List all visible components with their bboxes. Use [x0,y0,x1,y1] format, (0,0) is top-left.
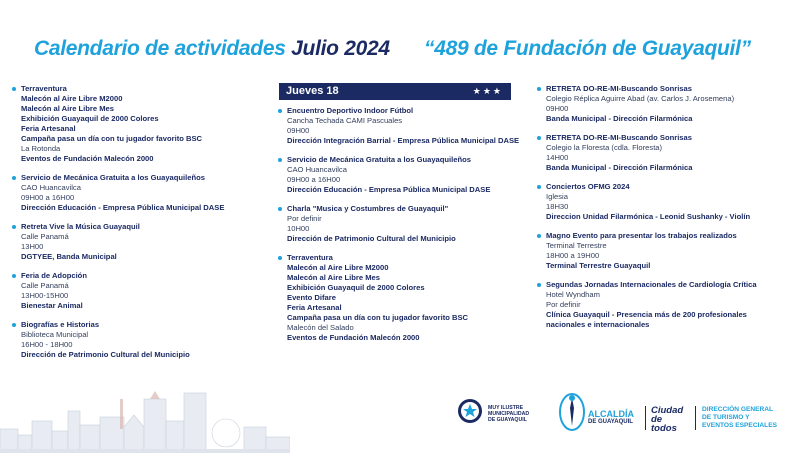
column-center [278,106,518,352]
event-title: Terraventura [278,253,518,263]
alcaldia-emblem-icon [557,390,587,434]
event-detail-bold: Feria Artesanal [287,303,342,312]
event-detail-bold: Bienestar Animal [21,301,83,310]
muni-line-1: MUY ILUSTRE [488,405,524,411]
event-detail: 13H00-15H00 [21,291,69,300]
logos-bar [455,388,795,440]
event-detail-bold: DGTYEE, Banda Municipal [21,252,117,261]
event-title: Feria de Adopción [12,271,262,281]
event-detail: La Rotonda [21,144,61,153]
event-title: Magno Evento para presentar los trabajos realizados [537,231,792,241]
event-detail: 18H00 a 19H00 [546,251,600,260]
direccion-turismo-logo [702,406,777,430]
day-label: Jueves 18 [286,85,339,97]
event-title: RETRETA DO-RE-MI-Buscando Sonrisas [537,84,792,94]
event-detail-bold: Evento Difare [287,293,336,302]
muni-line-3: DE GUAYAQUIL [488,417,527,423]
event-detail: 13H00 [21,242,44,251]
event-item [12,222,262,262]
event-detail: Malecón del Salado [287,323,354,332]
event-item [537,133,792,173]
event-detail-bold: Feria Artesanal [21,124,76,133]
event-title: Encuentro Deportivo Indoor Fútbol [278,106,518,116]
event-title: Servicio de Mecánica Gratuita a los Guayaquileños [278,155,518,165]
event-detail: CAO Huancavilca [287,165,347,174]
alcaldia-line-1: ALCALDÍA [588,409,634,419]
event-item [12,84,262,164]
day-header [279,83,511,100]
stars-icon: ★★★ [472,86,503,96]
event-detail: Terminal Terrestre [546,241,607,250]
event-detail-bold: Terminal Terrestre Guayaquil [546,261,651,270]
event-detail-bold: Dirección Integración Barrial - Empresa Pública Municipal DASE [287,136,520,145]
event-detail: 10H00 [287,224,310,233]
title-month: Julio 2024 [291,37,390,60]
event-item [278,253,518,343]
event-detail: Biblioteca Municipal [21,330,89,339]
event-detail: 09H00 a 16H00 [287,175,341,184]
event-title: Servicio de Mecánica Gratuita a los Guayaquileños [12,173,262,183]
event-detail: 09H00 a 16H00 [21,193,75,202]
event-item [537,280,792,330]
event-detail-bold: Exhibición Guayaquil de 2000 Colores [21,114,159,123]
event-detail: Por definir [287,214,322,223]
event-title: Retreta Vive la Música Guayaquil [12,222,262,232]
event-detail: 14H00 [546,153,569,162]
event-item [12,320,262,360]
event-detail-bold: Dirección Educación - Empresa Pública Municipal DASE [21,203,225,212]
event-title: Conciertos OFMG 2024 [537,182,792,192]
event-detail-bold: Direccion Unidad Filarmónica - Leonid Sushanky - Violín [546,212,751,221]
event-detail-bold: Campaña pasa un día con tu jugador favorito BSC [21,134,203,143]
event-detail-bold: Malecón al Aire Libre Mes [21,104,114,113]
event-title: Charla "Musica y Costumbres de Guayaquil" [278,204,518,214]
logo-divider [645,406,646,430]
event-item [278,204,518,244]
event-detail: Por definir [546,300,581,309]
event-detail-bold: Malecón al Aire Libre M2000 [21,94,123,103]
event-detail: 18H30 [546,202,569,211]
event-detail-bold: Banda Municipal - Dirección Filarmónica [546,163,693,172]
event-item [537,182,792,222]
logo-divider-2 [695,406,696,430]
event-item [537,231,792,271]
event-detail: Calle Panamá [21,232,69,241]
event-detail: Iglesia [546,192,568,201]
event-detail-bold: Eventos de Fundación Malecón 2000 [21,154,154,163]
event-detail-bold: Malecón al Aire Libre Mes [287,273,380,282]
event-title: Terraventura [12,84,262,94]
title-calendar: Calendario de actividades [34,37,286,60]
alcaldia-logo-text [588,410,634,426]
event-detail: Colegio la Floresta (cdla. Floresta) [546,143,663,152]
ciudad-de-todos-logo: Ciudad de todos [651,405,684,434]
event-title: Segundas Jornadas Internacionales de Cardiología Crítica [537,280,792,290]
column-left [12,84,262,369]
event-detail: Cancha Techada CAMI Pascuales [287,116,403,125]
direccion-line-1: DIRECCIÓN GENERAL [702,406,774,413]
event-detail-bold: Dirección de Patrimonio Cultural del Municipio [21,350,190,359]
event-detail: Hotel Wyndham [546,290,600,299]
alcaldia-line-2: DE GUAYAQUIL [588,419,633,425]
city-skyline-illustration [0,391,290,453]
column-right [537,84,792,339]
event-item [12,271,262,311]
event-detail: 16H00 - 18H00 [21,340,73,349]
event-title: RETRETA DO-RE-MI-Buscando Sonrisas [537,133,792,143]
event-item [537,84,792,124]
event-detail: CAO Huancavilca [21,183,81,192]
event-detail-bold: Malecón al Aire Libre M2000 [287,263,389,272]
event-detail: Colegio Réplica Aguirre Abad (av. Carlos J. Arosemena) [546,94,735,103]
event-detail: Calle Panamá [21,281,69,290]
event-detail-bold: Campaña pasa un día con tu jugador favorito BSC [287,313,469,322]
muni-line-2: MUNICIPALIDAD [488,411,530,417]
page-title [34,37,390,61]
event-detail-bold: Clínica Guayaquil - Presencia más de 200 profesionales [546,310,747,319]
page-subtitle: “489 de Fundación de Guayaquil” [424,37,751,60]
event-detail-bold: Eventos de Fundación Malecón 2000 [287,333,420,342]
event-item [278,155,518,195]
direccion-line-2: DE TURISMO Y [702,414,750,421]
event-detail-bold: Banda Municipal - Dirección Filarmónica [546,114,693,123]
event-detail: 09H00 [287,126,310,135]
event-item [12,173,262,213]
municipality-seal-icon [457,398,483,424]
event-item [278,106,518,146]
event-detail-bold: Dirección de Patrimonio Cultural del Municipio [287,234,456,243]
direccion-line-3: EVENTOS ESPECIALES [702,422,777,429]
municipality-logo-text [488,405,529,423]
event-title: Biografías e Historias [12,320,262,330]
event-detail-bold: Exhibición Guayaquil de 2000 Colores [287,283,425,292]
event-detail-bold: Dirección Educación - Empresa Pública Municipal DASE [287,185,491,194]
event-detail-bold: nacionales e internacionales [546,320,650,329]
event-detail: 09H00 [546,104,569,113]
